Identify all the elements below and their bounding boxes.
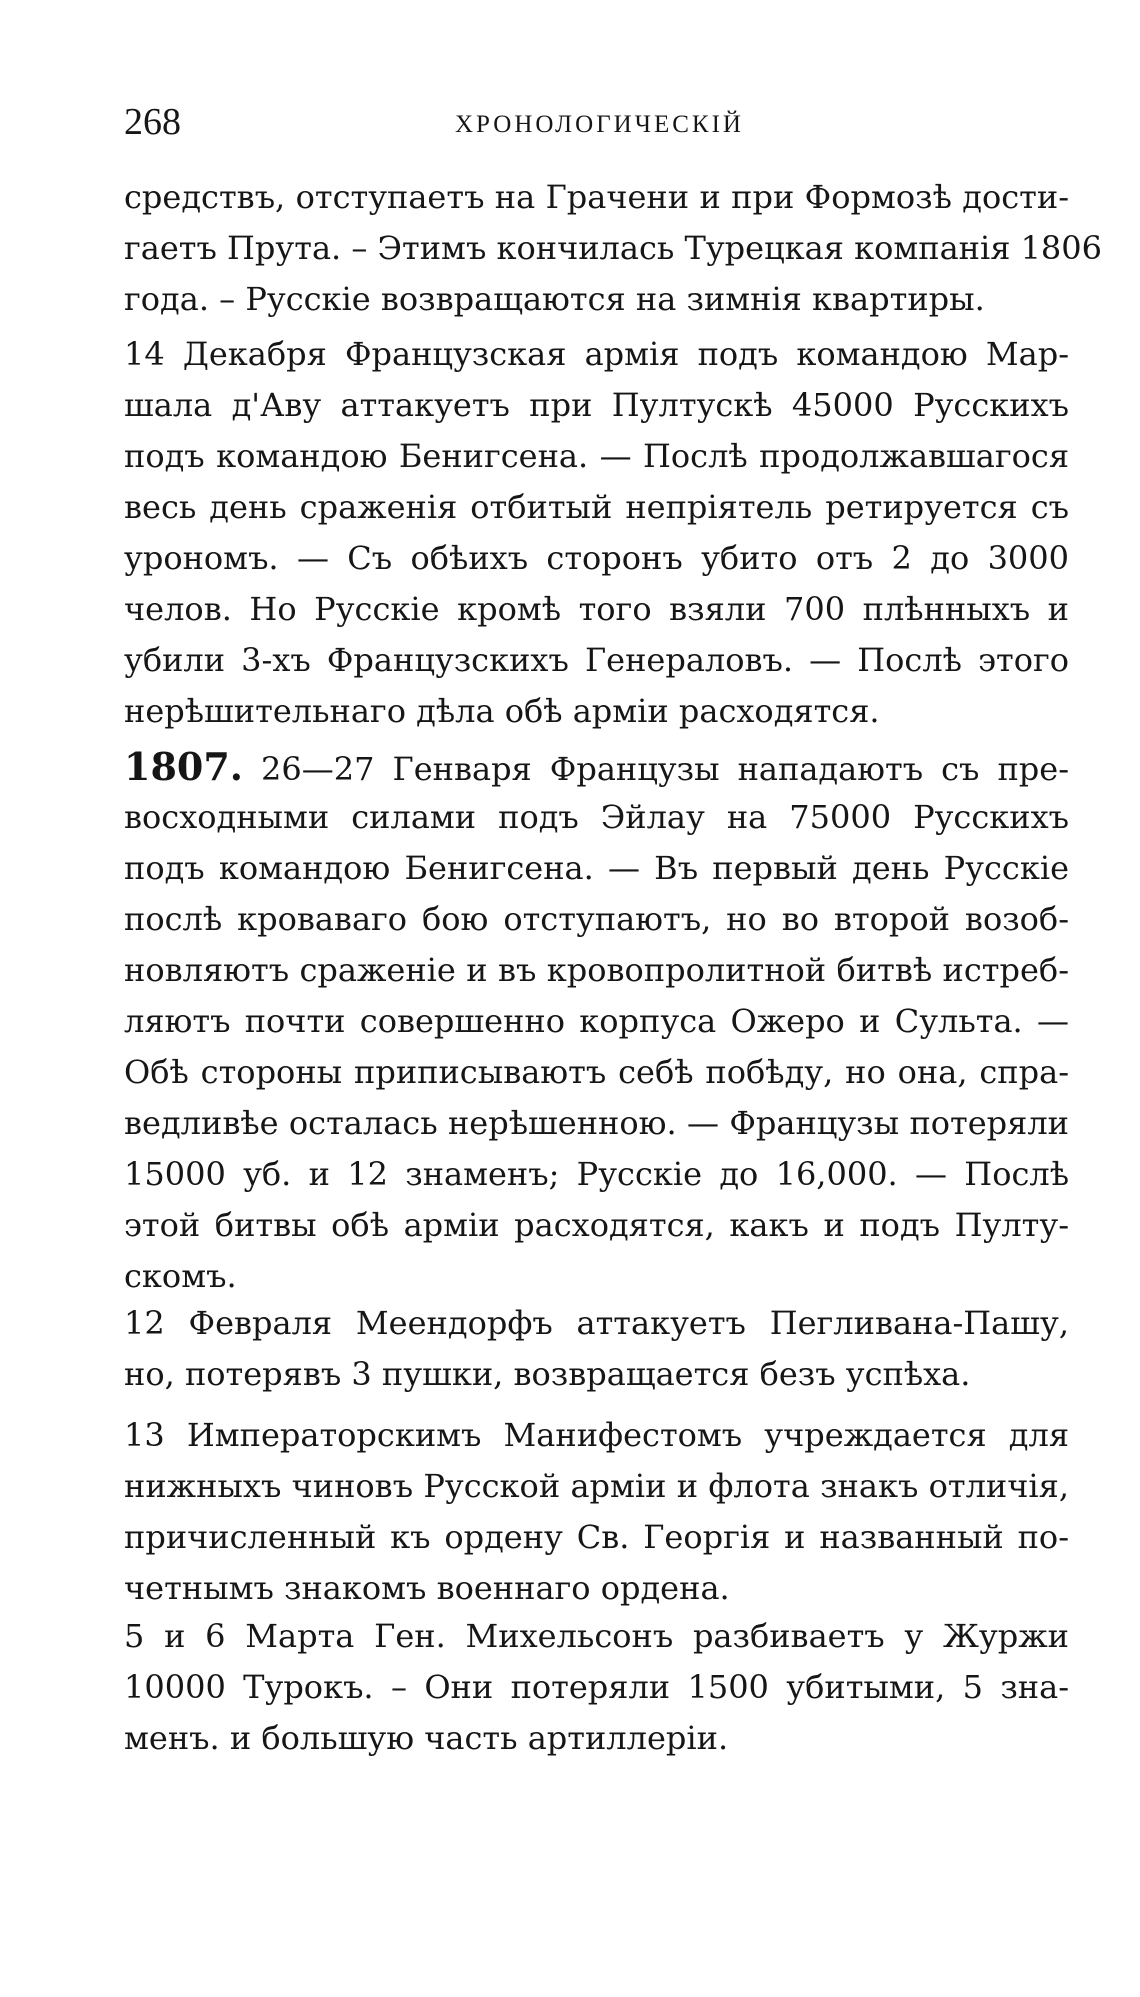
text-line: 14 Декабря Французская армія подъ командою Мар- — [124, 335, 1069, 373]
text-line: Обѣ стороны приписываютъ себѣ побѣду, но она, спра- — [124, 1053, 1069, 1091]
text-line: подъ командою Бенигсена. — Послѣ продолжавшагося — [124, 437, 1069, 475]
text-line: средствъ, отступаетъ на Грачени и при Формозѣ дости- — [124, 178, 1069, 216]
text-line: убили 3-хъ Французскихъ Генераловъ. — Послѣ этого — [124, 641, 1069, 679]
text-line: причисленный къ ордену Св. Георгія и названный по- — [124, 1518, 1069, 1556]
paragraph-4 — [124, 1298, 1069, 1400]
text-line: шала д'Аву аттакуетъ при Пултускѣ 45000 Русскихъ — [124, 386, 1069, 424]
text-line: челов. Но Русскіе кромѣ того взяли 700 плѣнныхъ и — [124, 590, 1069, 628]
text-line: урономъ. — Съ обѣихъ сторонъ убито отъ 2 до 3000 — [124, 539, 1069, 577]
paragraph-2 — [124, 329, 1069, 737]
text-line: 13 Императорскимъ Манифестомъ учреждается для — [124, 1416, 1069, 1454]
text-line: года. – Русскіе возвращаются на зимнія квартиры. — [124, 280, 985, 318]
paragraph-6 — [124, 1611, 1069, 1764]
text-line: 5 и 6 Марта Ген. Михельсонъ разбиваетъ у Журжи — [124, 1617, 1069, 1655]
text-line: гаетъ Прута. – Этимъ кончилась Турецкая компанія 1806 — [124, 229, 1102, 267]
text-line: но, потерявъ 3 пушки, возвращается безъ успѣха. — [124, 1355, 971, 1393]
text-line: новляютъ сраженіе и въ кровопролитной битвѣ истреб- — [124, 951, 1069, 989]
text-line: скомъ. — [124, 1257, 237, 1295]
text-line: нерѣшительнаго дѣла обѣ арміи расходятся. — [124, 692, 880, 730]
text-line: подъ командою Бенигсена. — Въ первый день Русскіе — [124, 849, 1069, 887]
text-fragment: 26—27 Генваря Французы нападаютъ съ пре- — [261, 750, 1070, 788]
text-line: четнымъ знакомъ военнаго ордена. — [124, 1569, 730, 1607]
text-line: 15000 уб. и 12 знаменъ; Русскіе до 16,000. — Послѣ — [124, 1155, 1069, 1193]
page-number: 268 — [124, 101, 181, 143]
text-line: весь день сраженія отбитый непріятель ретируется съ — [124, 488, 1069, 526]
text-line: восходными силами подъ Эйлау на 75000 Русскихъ — [124, 798, 1069, 836]
text-line: ляютъ почти совершенно корпуса Ожеро и Сульта. — — [124, 1002, 1069, 1040]
paragraph-5 — [124, 1410, 1069, 1614]
paragraph-3 — [124, 741, 1069, 1302]
text-line: нижныхъ чиновъ Русской арміи и флота знакъ отличія, — [124, 1467, 1069, 1505]
text-line: этой битвы обѣ арміи расходятся, какъ и подъ Пулту- — [124, 1206, 1069, 1244]
text-line-with-year — [124, 741, 1069, 792]
paragraph-1 — [124, 172, 1102, 325]
text-line: послѣ кроваваго бою отступаютъ, но во второй возоб- — [124, 900, 1069, 938]
text-line: 10000 Турокъ. – Они потеряли 1500 убитыми, 5 зна- — [124, 1668, 1069, 1706]
year-heading: 1807. — [124, 744, 243, 789]
text-line: менъ. и большую часть артиллеріи. — [124, 1719, 729, 1757]
text-line: 12 Февраля Меендорфъ аттакуетъ Пегливана-Пашу, — [124, 1304, 1069, 1342]
text-line: ведливѣе осталась нерѣшенною. — Французы потеряли — [124, 1104, 1069, 1142]
running-title: ХРОНОЛОГИЧЕСКІЙ — [455, 111, 744, 138]
